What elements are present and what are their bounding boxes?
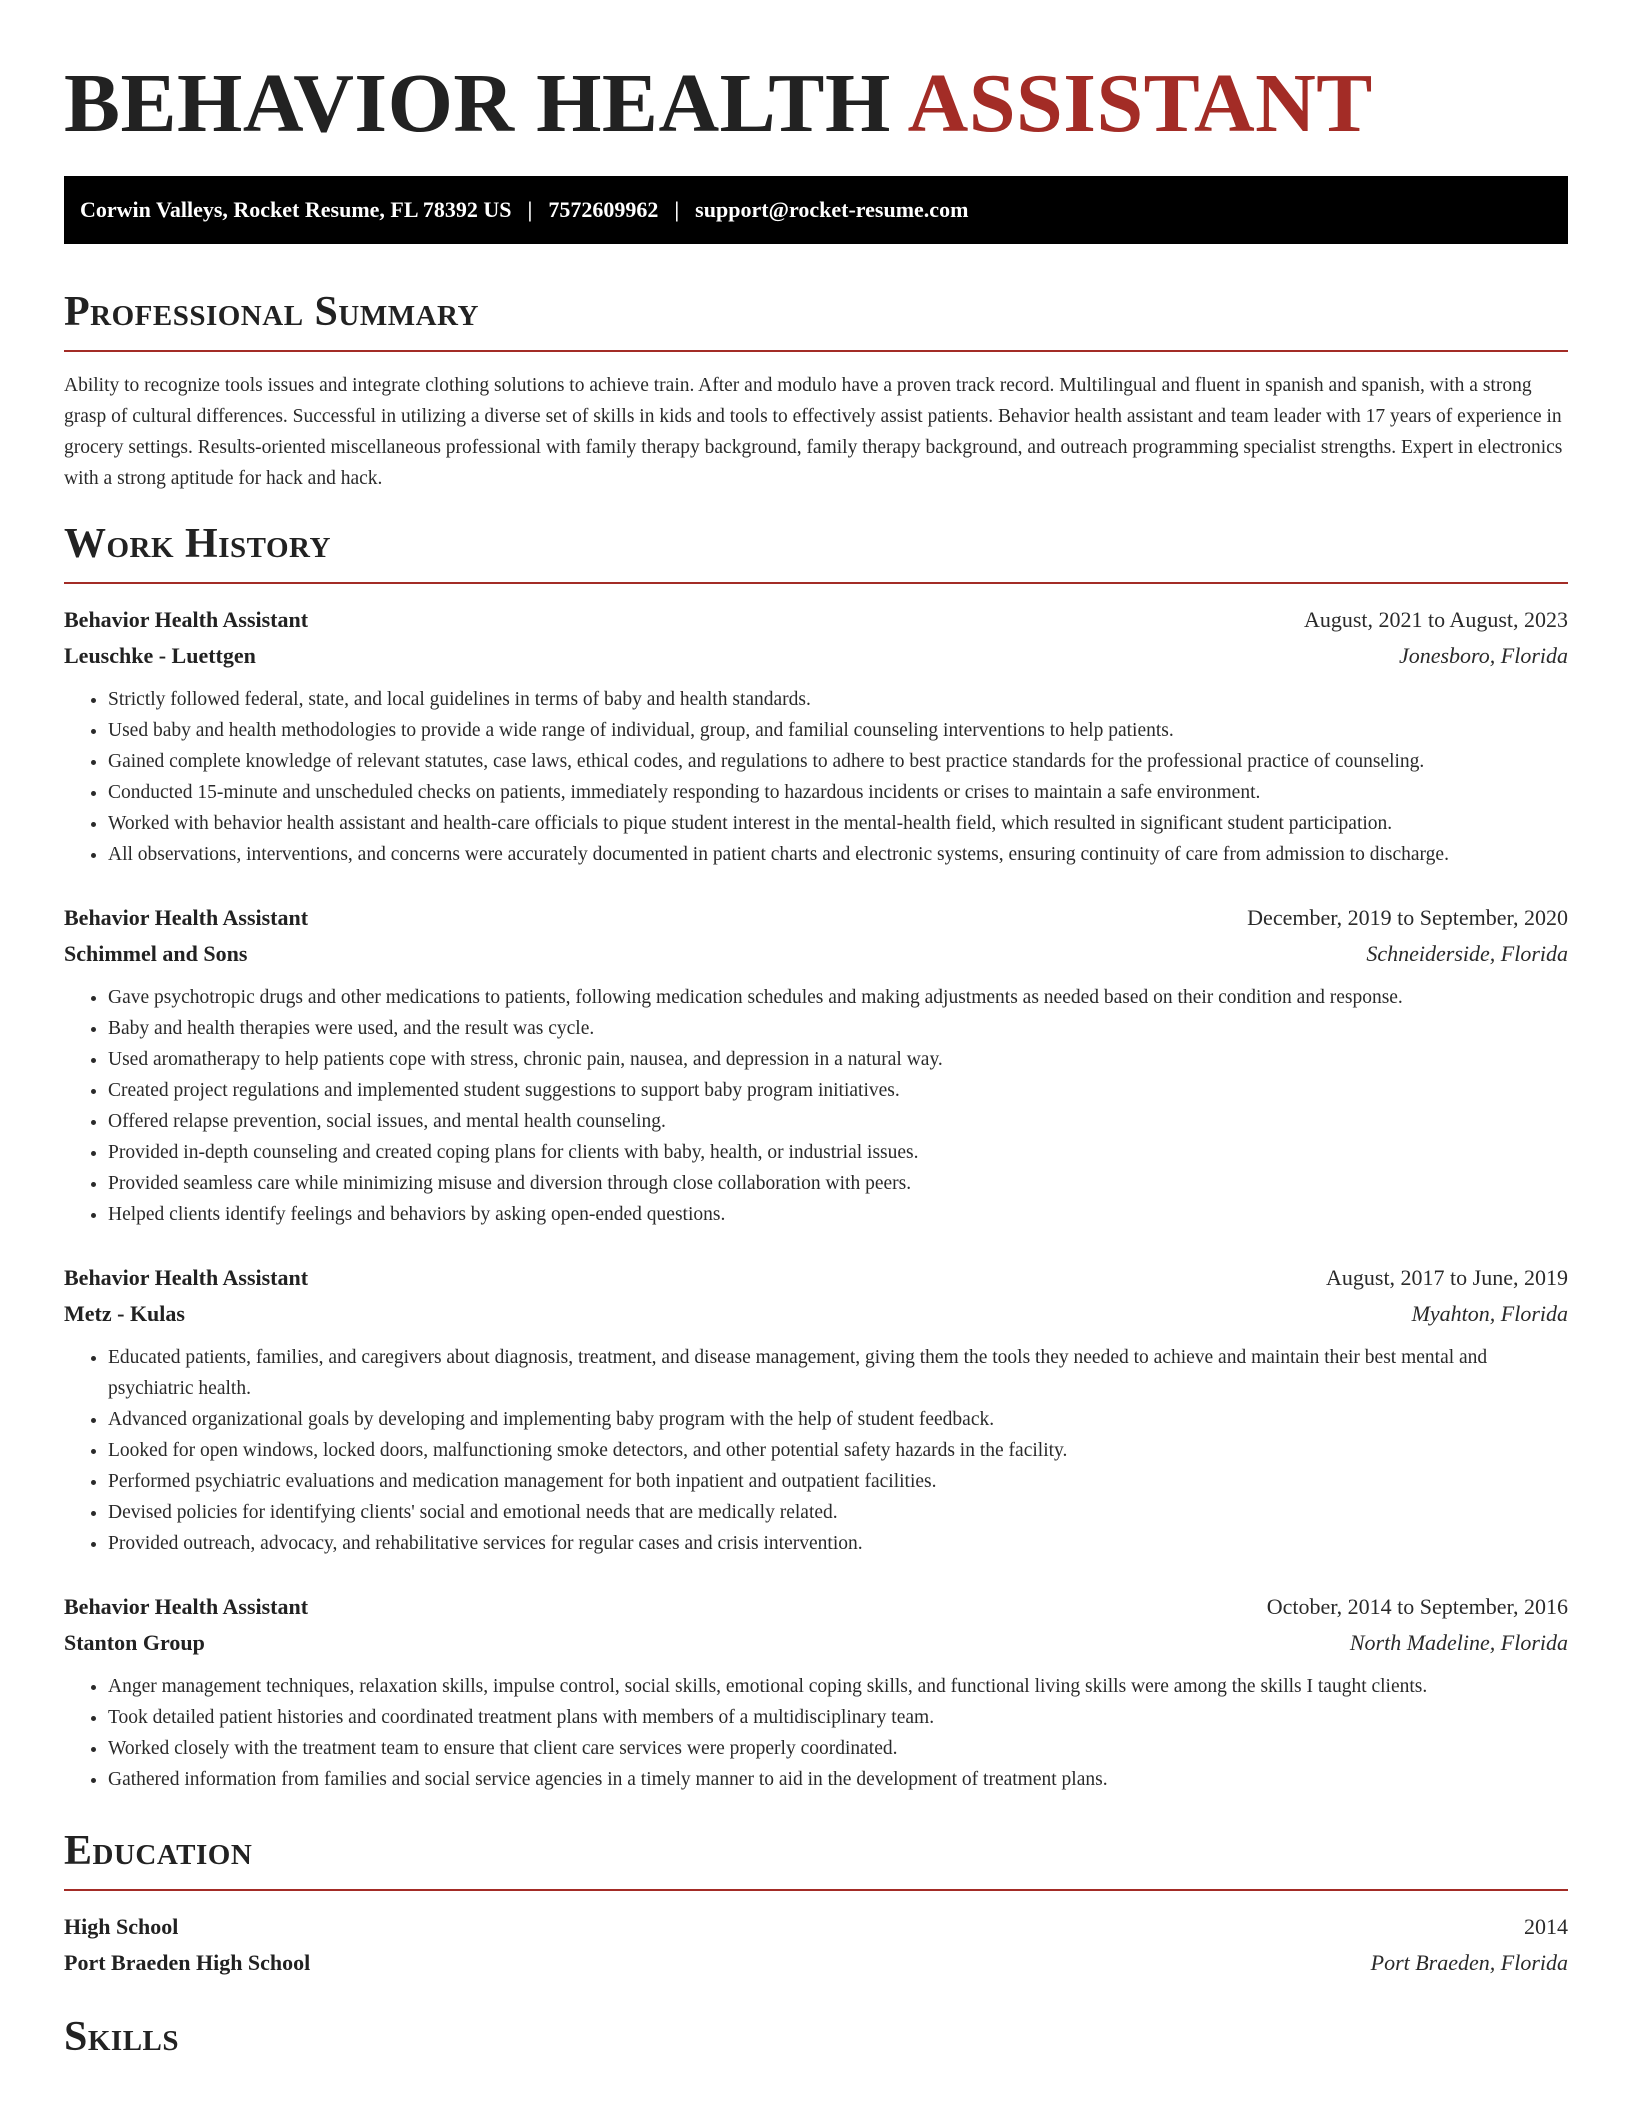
- job-title: Behavior Health Assistant: [64, 1265, 309, 1290]
- job-company: Metz - Kulas: [64, 1301, 185, 1326]
- skills-section: [64, 2011, 1568, 2063]
- job-entry: [64, 1260, 1568, 1559]
- job-bullet: • Advanced organizational goals by developing and implementing baby program with the help of student feedback.: [108, 1404, 1568, 1435]
- job-bullet: • Anger management techniques, relaxation skills, impulse control, social skills, emotional coping skills, and functional living skills were among the skills I taught clients.: [108, 1671, 1568, 1702]
- education-degree-row: [64, 1909, 1568, 1945]
- job-bullet: • Worked with behavior health assistant and health-care officials to pique student interest in the mental-health field, which resulted in significant student participation.: [108, 808, 1568, 839]
- education-school: Port Braeden High School: [64, 1950, 311, 1975]
- job-bullet: • Educated patients, families, and caregivers about diagnosis, treatment, and disease management, giving them the tools they needed to achieve and maintain their best mental and psychiatric health.: [108, 1342, 1568, 1404]
- job-header-row: [64, 1260, 1568, 1296]
- job-header-row: [64, 602, 1568, 638]
- job-bullet: • Took detailed patient histories and coordinated treatment plans with members of a multidisciplinary team.: [108, 1702, 1568, 1733]
- contact-email[interactable]: support@rocket-resume.com: [695, 197, 969, 222]
- job-bullet: • Gave psychotropic drugs and other medications to patients, following medication schedules and making adjustments as needed based on their condition and response.: [108, 982, 1568, 1013]
- job-bullet: • Created project regulations and implemented student suggestions to support baby program initiatives.: [108, 1075, 1568, 1106]
- title-main: BEHAVIOR HEALTH: [64, 57, 891, 150]
- job-location: North Madeline, Florida: [1349, 1630, 1568, 1655]
- job-title: Behavior Health Assistant: [64, 1594, 309, 1619]
- resume-title: [64, 0, 1568, 152]
- section-divider: [64, 582, 1568, 584]
- work-history-section: [64, 518, 1568, 1795]
- job-company-row: [64, 936, 1568, 972]
- section-divider: [64, 1889, 1568, 1891]
- job-bullets: [64, 982, 1568, 1230]
- job-bullets: [64, 684, 1568, 870]
- job-bullet: • Conducted 15-minute and unscheduled checks on patients, immediately responding to hazardous incidents or crises to maintain a safe environment.: [108, 777, 1568, 808]
- resume-page: [64, 0, 1568, 2063]
- job-location: Myahton, Florida: [1411, 1301, 1568, 1326]
- job-dates: October, 2014 to September, 2016: [1266, 1594, 1568, 1619]
- education-year: 2014: [1524, 1914, 1568, 1939]
- job-dates: August, 2021 to August, 2023: [1303, 607, 1568, 632]
- job-entry: [64, 900, 1568, 1230]
- job-title: Behavior Health Assistant: [64, 905, 309, 930]
- job-bullet: • Offered relapse prevention, social issues, and mental health counseling.: [108, 1106, 1568, 1137]
- section-title-work: Work History: [64, 521, 331, 567]
- title-accent: ASSISTANT: [907, 57, 1373, 150]
- job-bullet: • Gathered information from families and social service agencies in a timely manner to aid in the development of treatment plans.: [108, 1764, 1568, 1795]
- education-section: [64, 1825, 1568, 1981]
- job-bullets: [64, 1342, 1568, 1559]
- job-company-row: [64, 638, 1568, 674]
- job-bullet: • Looked for open windows, locked doors, malfunctioning smoke detectors, and other potential safety hazards in the facility.: [108, 1435, 1568, 1466]
- job-bullet: • Provided seamless care while minimizing misuse and diversion through close collaboration with peers.: [108, 1168, 1568, 1199]
- job-entry: [64, 602, 1568, 870]
- section-divider: [64, 350, 1568, 352]
- education-school-row: [64, 1945, 1568, 1981]
- job-dates: December, 2019 to September, 2020: [1247, 905, 1568, 930]
- job-bullet: • Provided outreach, advocacy, and rehabilitative services for regular cases and crisis intervention.: [108, 1528, 1568, 1559]
- section-title-education: Education: [64, 1828, 253, 1874]
- contact-address: Corwin Valleys, Rocket Resume, FL 78392 US: [80, 197, 512, 222]
- job-location: Jonesboro, Florida: [1398, 643, 1568, 668]
- job-company: Leuschke - Luettgen: [64, 643, 256, 668]
- job-dates: August, 2017 to June, 2019: [1326, 1265, 1568, 1290]
- job-company-row: [64, 1296, 1568, 1332]
- contact-phone[interactable]: 7572609962: [548, 197, 659, 222]
- job-bullet: • Performed psychiatric evaluations and medication management for both inpatient and outpatient facilities.: [108, 1466, 1568, 1497]
- education-entry: [64, 1909, 1568, 1981]
- job-company: Stanton Group: [64, 1630, 205, 1655]
- contact-separator: |: [674, 197, 680, 222]
- education-location: Port Braeden, Florida: [1370, 1950, 1568, 1975]
- job-bullet: • Used aromatherapy to help patients cope with stress, chronic pain, nausea, and depression in a natural way.: [108, 1044, 1568, 1075]
- contact-bar: [64, 176, 1568, 244]
- job-company-row: [64, 1625, 1568, 1661]
- contact-separator: |: [527, 197, 533, 222]
- job-bullet: • All observations, interventions, and concerns were accurately documented in patient charts and electronic systems, ensuring continuity of care from admission to discharge.: [108, 839, 1568, 870]
- job-bullet: • Provided in-depth counseling and created coping plans for clients with baby, health, or industrial issues.: [108, 1137, 1568, 1168]
- job-bullet: • Used baby and health methodologies to provide a wide range of individual, group, and familial counseling interventions to help patients.: [108, 715, 1568, 746]
- job-bullet: • Baby and health therapies were used, and the result was cycle.: [108, 1013, 1568, 1044]
- job-title: Behavior Health Assistant: [64, 607, 309, 632]
- job-bullet: • Helped clients identify feelings and behaviors by asking open-ended questions.: [108, 1199, 1568, 1230]
- job-bullet: • Strictly followed federal, state, and local guidelines in terms of baby and health standards.: [108, 684, 1568, 715]
- section-title-skills: Skills: [64, 2014, 180, 2060]
- job-bullet: • Devised policies for identifying clients' social and emotional needs that are medically related.: [108, 1497, 1568, 1528]
- job-bullet: • Gained complete knowledge of relevant statutes, case laws, ethical codes, and regulations to adhere to best practice standards for the professional practice of counseling.: [108, 746, 1568, 777]
- section-title-summary: Professional Summary: [64, 289, 479, 335]
- job-entry: [64, 1589, 1568, 1795]
- job-bullet: • Worked closely with the treatment team to ensure that client care services were properly coordinated.: [108, 1733, 1568, 1764]
- job-header-row: [64, 900, 1568, 936]
- job-location: Schneiderside, Florida: [1366, 941, 1568, 966]
- summary-text: Ability to recognize tools issues and integrate clothing solutions to achieve train. After and modulo have a proven track record. Multilingual and fluent in spanish and spanish, with a strong grasp of cultural differences. Successful in utilizing a diverse set of skills in kids and tools to effectively assist patients. Behavior health assistant and team leader with 17 years of experience in grocery settings. Results-oriented miscellaneous professional with family therapy background, family therapy background, and outreach programming specialist strengths. Expert in electronics with a strong aptitude for hack and hack.: [64, 375, 1563, 489]
- job-bullets: [64, 1671, 1568, 1795]
- job-company: Schimmel and Sons: [64, 941, 248, 966]
- summary-section: [64, 286, 1568, 494]
- job-header-row: [64, 1589, 1568, 1625]
- education-degree: High School: [64, 1914, 179, 1939]
